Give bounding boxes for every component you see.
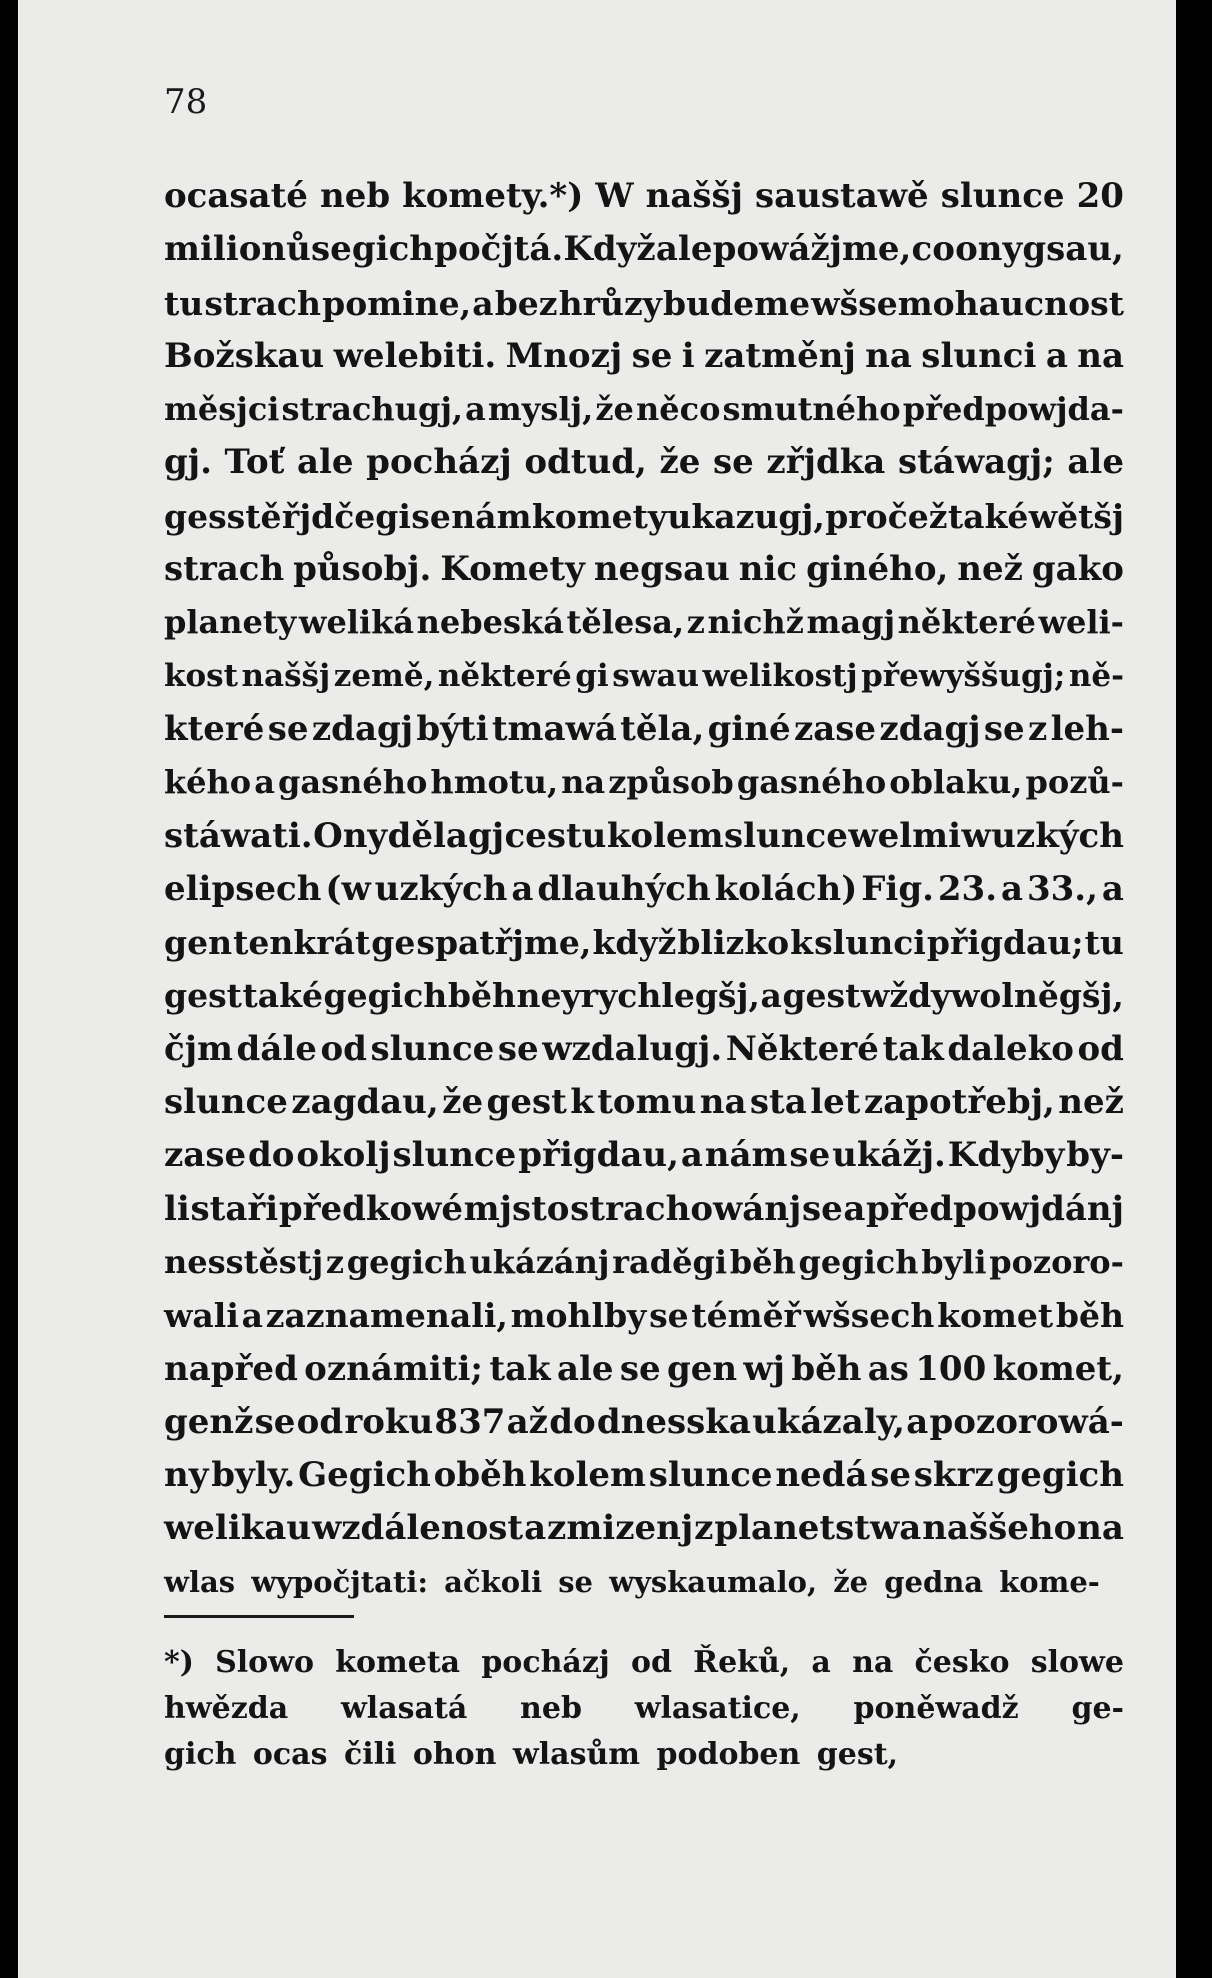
text-line: Božskau welebiti. Mnozj se i zatměnj na slunci a na <box>164 335 1124 376</box>
text-line: genž se od roku 837 až do dnesska ukázaly, a pozorowá- <box>164 1401 1124 1442</box>
text-line: ocasaté neb komety.*) W naššj saustawě slunce 20 <box>164 176 1124 216</box>
text-line: tu strach pomine, a bez hrůzy budeme wšsemohaucnost <box>164 283 1124 323</box>
scan-border-right <box>1176 0 1212 1978</box>
text-line: strach působj. Komety negsau nic giného, než gako <box>164 549 1124 590</box>
footnote-line: gich ocas čili ohon wlasům podoben gest, <box>164 1737 899 1772</box>
text-line: li staři předkowé mjsto strachowánj se a předpowjdánj <box>164 1188 1124 1229</box>
text-line: planety weliká nebeská tělesa, z nichž magj některé weli- <box>164 603 1124 642</box>
text-line: zase do okolj slunce přigdau, a nám se ukážj. Kdyby by- <box>164 1135 1124 1176</box>
text-line: napřed oznámiti; tak ale se gen wj běh as 100 komet, <box>164 1348 1124 1389</box>
footnote-divider <box>164 1615 354 1618</box>
text-line: které se zdagj býti tmawá těla, giné zase zdagj se z leh- <box>164 708 1124 749</box>
text-line: gest také gegich běh neyrychlegšj, a gest wždy wolněgšj, <box>164 976 1124 1016</box>
footnotes <box>164 1640 1124 1778</box>
text-line: gen tenkrát ge spatřjme, když blizko k slunci přigdau; tu <box>164 923 1124 963</box>
text-line: slunce zagdau, že gest k tomu na sta let zapotřebj, než <box>164 1082 1124 1123</box>
text-line: kého a gasného hmotu, na způsob gasného oblaku, pozů- <box>164 763 1124 802</box>
text-line: elipsech (w uzkých a dlauhých kolách) Fig. 23. a 33., a <box>164 868 1124 909</box>
text-line: stáwati. Ony dělagj cestu kolem slunce welmi w uzkých <box>164 815 1124 856</box>
text-line: wali a zaznamenali, mohlby se téměř wšsech komet běh <box>164 1296 1124 1336</box>
page-number: 78 <box>164 82 208 122</box>
footnote-line: *) Slowo kometa pocházj od Řeků, a na česko slowe <box>164 1645 1124 1680</box>
text-line: ny byly. Gegich oběh kolem slunce nedá se skrz gegich <box>164 1455 1124 1496</box>
text-line: wlas wypočjtati: ačkoli se wyskaumalo, že gedna kome- <box>164 1564 1100 1599</box>
text-line: gj. Toť ale pocházj odtud, že se zřjdka stáwagj; ale <box>164 442 1124 483</box>
text-line: milionů se gich počjtá. Když ale powážjme, co ony gsau, <box>164 229 1124 270</box>
scan-border-left <box>0 0 18 1978</box>
footnote-line: hwězda wlasatá neb wlasatice, poněwadž ge- <box>164 1691 1124 1726</box>
text-line: čjm dále od slunce se wzdalugj. Některé tak daleko od <box>164 1028 1124 1069</box>
text-line: měsjci strachugj, a myslj, že něco smutného předpowjda- <box>164 390 1124 429</box>
text-line: nesstěstj z gegich ukázánj raděgi běh gegich byli pozoro- <box>164 1242 1124 1281</box>
text-line: gesstě řjdčegi se nám komety ukazugj, pročež také wětšj <box>164 496 1124 536</box>
text-line: welikau wzdálenost a zmizenj z planetstwa naššeho na <box>164 1508 1124 1549</box>
body-text <box>164 170 1124 1609</box>
text-line: kost naššj země, některé gi swau welikostj přewyššugj; ně- <box>164 657 1124 694</box>
